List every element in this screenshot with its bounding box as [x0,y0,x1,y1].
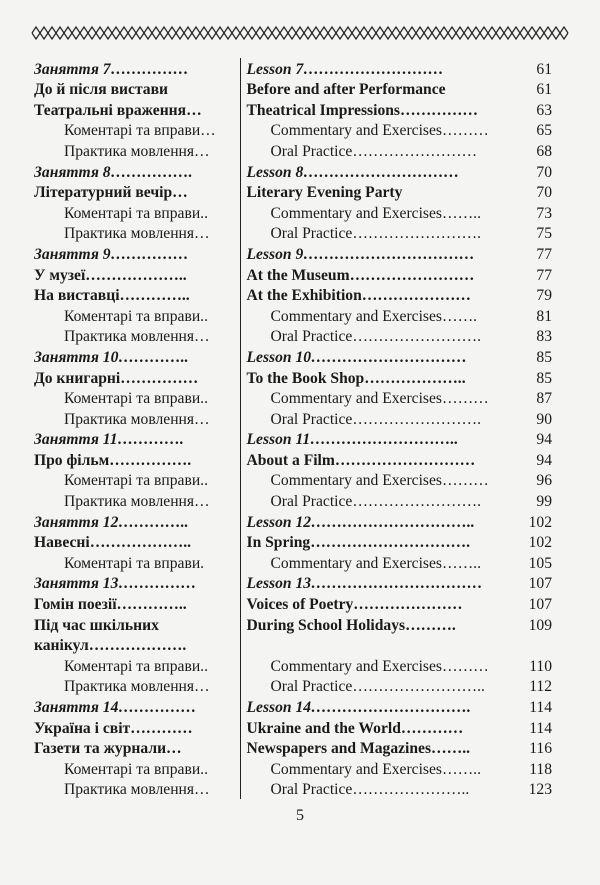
ukrainian-title: Заняття 7…………… [34,60,189,78]
decorative-border-ornament [30,20,570,46]
page-ref: 85 [536,369,552,387]
page-ref: 70 [536,184,552,202]
page-ref: 94 [536,451,552,469]
ukrainian-title: Гомін поезії………….. [34,596,187,614]
ukrainian-title: Літературний вечір… [34,184,188,202]
english-title: To the Book Shop……………….. [240,367,514,388]
ukrainian-title: Про фільм……………. [34,451,192,469]
toc-row-sub [34,470,554,491]
toc-row-sub [34,779,554,800]
page-ref: 112 [529,678,552,696]
page-ref: 94 [536,431,552,449]
page-ref [514,635,554,656]
page-ref: 114 [529,699,552,716]
ukrainian-title: Театральні враження… [34,101,202,119]
toc-row-sub [34,223,554,244]
ukrainian-title: Коментарі та вправи.. [64,472,208,490]
toc-row-topic [34,635,554,656]
ukrainian-title: Заняття 10………….. [34,348,189,366]
toc-row-lesson [34,346,554,367]
ukrainian-title: Коментарі та вправи.. [64,204,208,222]
page-ref: 107 [528,596,552,614]
ukrainian-title: Практика мовлення… [64,225,210,243]
english-title: Oral Practice……………………. [240,490,514,511]
ukrainian-title: Коментарі та вправи. [64,554,205,572]
ukrainian-title: Газети та журнали… [34,740,182,758]
toc-row-topic [34,614,554,635]
english-title: About a Film……………………… [240,449,514,470]
toc-row-sub [34,758,554,779]
ukrainian-title: Коментарі та вправи.. [64,657,208,675]
toc-row-lesson [34,511,554,532]
ukrainian-title: До книгарні…………… [34,369,199,387]
ukrainian-title: Заняття 14…………… [34,699,197,716]
english-title: Oral Practice…………………….. [240,676,514,697]
page-ref: 79 [536,287,552,305]
page-number: 5 [296,807,304,824]
english-title [240,635,514,656]
ukrainian-title: Коментарі та вправи.. [64,307,208,325]
toc-row-topic [34,532,554,553]
english-title: Lesson 11……………………….. [240,429,514,450]
english-title: At the Exhibition………………… [240,285,514,306]
english-title: Theatrical Impressions…………… [240,99,514,120]
ukrainian-title: До й після вистави [34,81,169,99]
ukrainian-title: Навесні……………….. [34,534,192,552]
english-title: Commentary and Exercises…….. [240,552,514,573]
english-title: Voices of Poetry………………… [240,593,514,614]
page-ref: 114 [529,719,552,737]
toc-row-topic [34,79,554,100]
english-title: At the Museum…………………… [240,264,514,285]
page-ref: 65 [536,122,552,140]
toc-row-topic [34,285,554,306]
toc-row-sub [34,490,554,511]
page-ref: 96 [536,472,552,490]
ukrainian-title: Практика мовлення… [64,493,210,511]
ukrainian-title: У музеї……………….. [34,266,187,284]
english-title: Commentary and Exercises……… [240,388,514,409]
ukrainian-title: Заняття 13…………… [34,575,197,593]
english-title: Lesson 7……………………… [240,58,514,79]
ukrainian-title: Практика мовлення… [64,781,210,799]
toc-row-sub [34,140,554,161]
toc-row-topic [34,264,554,285]
english-title: Literary Evening Party [240,182,514,203]
page-ref: 85 [536,348,552,366]
english-title: Lesson 12………………………….. [240,511,514,532]
english-title: Lesson 9…………………………… [240,243,514,264]
page-ref: 73 [536,204,552,222]
english-title: Commentary and Exercises……… [240,470,514,491]
english-title: Oral Practice………………….. [240,779,514,800]
english-title: Commentary and Exercises……… [240,655,514,676]
ukrainian-title: Практика мовлення… [64,410,210,428]
page-ref: 61 [536,60,552,78]
ukrainian-title: Заняття 8……………. [34,163,193,181]
toc-row-sub [34,552,554,573]
page-ref: 109 [528,616,552,634]
ukrainian-title: Коментарі та вправи… [64,122,216,140]
english-title: Commentary and Exercises……. [240,305,514,326]
ukrainian-title: Практика мовлення… [64,328,210,346]
ukrainian-title: Заняття 12………….. [34,513,189,531]
ukrainian-title: Україна і світ………… [34,719,193,737]
english-title: Oral Practice…………………… [240,140,514,161]
page-ref: 87 [536,390,552,408]
english-title: Lesson 10………………………… [240,346,514,367]
toc-row-sub [34,676,554,697]
toc-row-sub [34,120,554,141]
page-ref: 77 [536,245,552,263]
page-ref: 123 [528,781,552,799]
english-title: In Spring…………………………. [240,532,514,553]
toc-row-topic [34,738,554,759]
page-ref: 70 [536,163,552,181]
toc-row-topic [34,182,554,203]
toc-row-sub [34,408,554,429]
page-ref: 110 [529,657,552,675]
toc-row-topic [34,367,554,388]
page-ref: 75 [536,225,552,243]
toc-row-lesson [34,58,554,79]
toc-row-lesson [34,161,554,182]
page-ref: 68 [536,142,552,160]
english-title: Commentary and Exercises…….. [240,758,514,779]
toc-row-lesson [34,696,554,717]
english-title: Commentary and Exercises……… [240,120,514,141]
toc-row-topic [34,717,554,738]
page-ref: 99 [536,493,552,511]
table-of-contents [34,58,554,799]
page-ref: 102 [528,534,552,552]
ukrainian-title: На виставці………….. [34,287,190,305]
english-title: Newspapers and Magazines…….. [240,738,514,759]
ukrainian-title: Коментарі та вправи.. [64,390,208,408]
toc-row-sub [34,202,554,223]
page-ref: 61 [536,81,552,99]
toc-row-sub [34,388,554,409]
ukrainian-title: канікул………………. [34,637,187,655]
english-title: Commentary and Exercises…….. [240,202,514,223]
english-title: During School Holidays………. [240,614,514,635]
toc-row-sub [34,305,554,326]
ukrainian-title: Заняття 9…………… [34,245,189,263]
page-ref: 102 [528,513,552,531]
toc-row-lesson [34,243,554,264]
ukrainian-title: Практика мовлення… [64,678,210,696]
english-title: Oral Practice……………………. [240,326,514,347]
toc-row-lesson [34,573,554,594]
page-ref: 116 [529,740,552,758]
page-ref: 63 [536,101,552,119]
page-ref: 107 [528,575,552,593]
ukrainian-title: Під час шкільних [34,616,159,634]
page-ref: 105 [528,554,552,572]
english-title: Lesson 8………………………… [240,161,514,182]
english-title: Oral Practice……………………. [240,408,514,429]
toc-row-sub [34,655,554,676]
toc-row-sub [34,326,554,347]
english-title: Before and after Performance [240,79,514,100]
ukrainian-title: Заняття 11…………. [34,431,184,449]
page-ref: 77 [536,266,552,284]
toc-row-topic [34,99,554,120]
ukrainian-title: Коментарі та вправи.. [64,760,208,778]
toc-row-lesson [34,429,554,450]
page-ref: 83 [536,328,552,346]
page-ref: 118 [529,760,552,778]
toc-row-topic [34,449,554,470]
toc-row-topic [34,593,554,614]
page-ref: 81 [536,307,552,325]
english-title: Lesson 14…………………………. [240,696,514,717]
ukrainian-title: Практика мовлення… [64,142,210,160]
english-title: Oral Practice……………………. [240,223,514,244]
page-ref: 90 [536,410,552,428]
english-title: Lesson 13…………………………… [240,573,514,594]
english-title: Ukraine and the World………… [240,717,514,738]
